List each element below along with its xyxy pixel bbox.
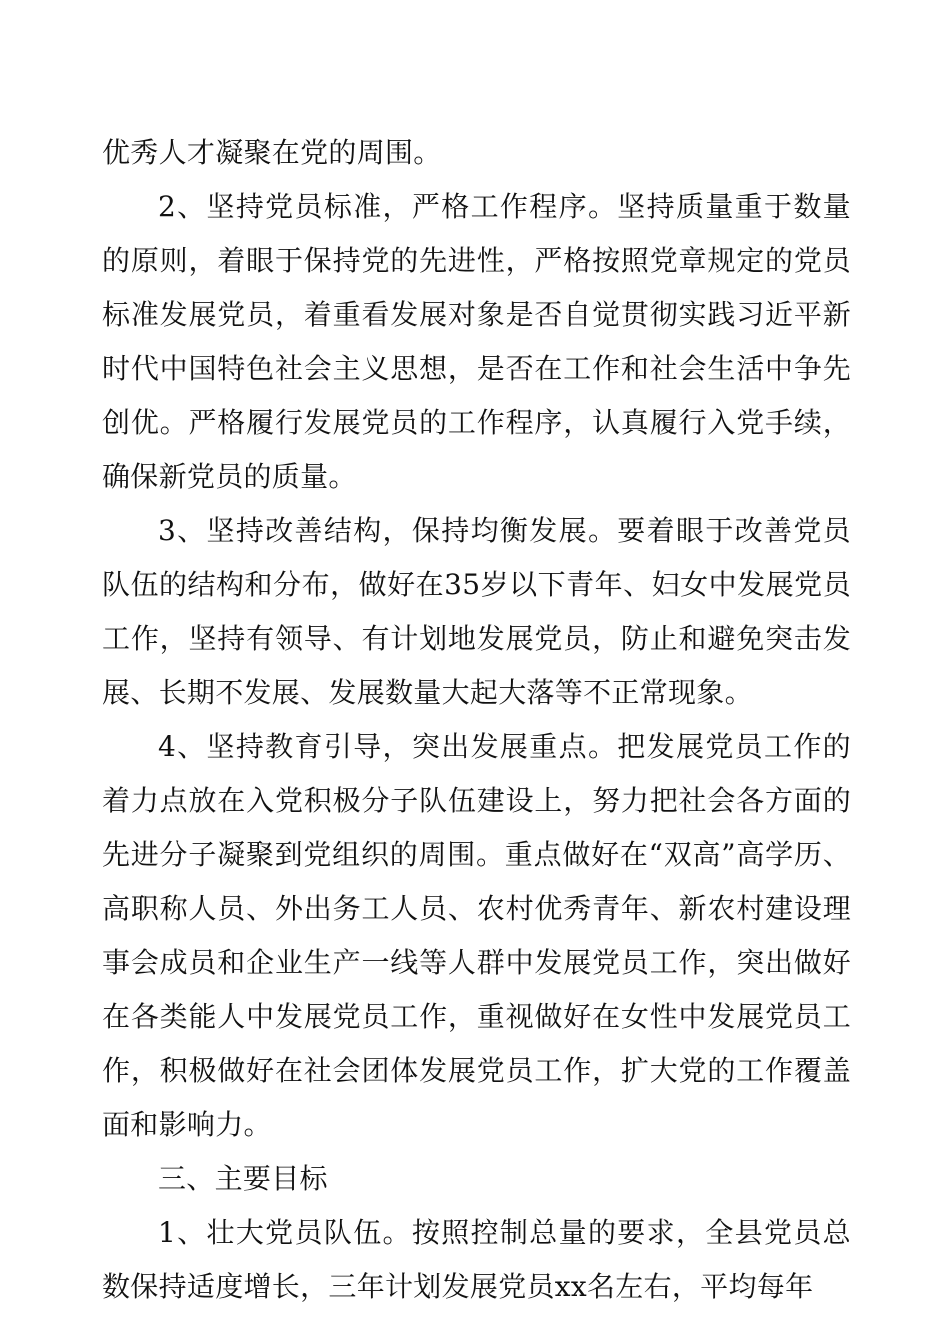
paragraph-party-member-standards: 2、坚持党员标准，严格工作程序。坚持质量重于数量的原则，着眼于保持党的先进性，严格按照党章规定的党员标准发展党员，着重看发展对象是否自觉贯彻实践习近平新时代中国特色社会主义思想，是否在工作和社会生活中争先创优。严格履行发展党员的工作程序，认真履行入党手续，确保新党员的质量。 (102, 190, 851, 493)
section-heading-main-goals: 三、主要目标 (158, 1162, 328, 1195)
paragraph-education-guidance: 4、坚持教育引导，突出发展重点。把发展党员工作的着力点放在入党积极分子队伍建设上，努力把社会各方面的先进分子凝聚到党组织的周围。重点做好在“双高”高学历、高职称人员、外出务工人员、农村优秀青年、新农村建设理事会成员和企业生产一线等人群中发展党员工作，突出做好在各类能人中发展党员工作，重视做好在女性中发展党员工作，积极做好在社会团体发展党员工作，扩大党的工作覆盖面和影响力。 (102, 730, 851, 1141)
paragraph-continuation: 优秀人才凝聚在党的周围。 (102, 136, 442, 169)
paragraph-expand-membership: 1、壮大党员队伍。按照控制总量的要求，全县党员总数保持适度增长，三年计划发展党员xx名左右，平均每年 (102, 1216, 851, 1303)
paragraph-improve-structure: 3、坚持改善结构，保持均衡发展。要着眼于改善党员队伍的结构和分布，做好在35岁以下青年、妇女中发展党员工作，坚持有领导、有计划地发展党员，防止和避免突击发展、长期不发展、发展数量大起大落等不正常现象。 (102, 514, 851, 709)
document-body (102, 126, 851, 1314)
